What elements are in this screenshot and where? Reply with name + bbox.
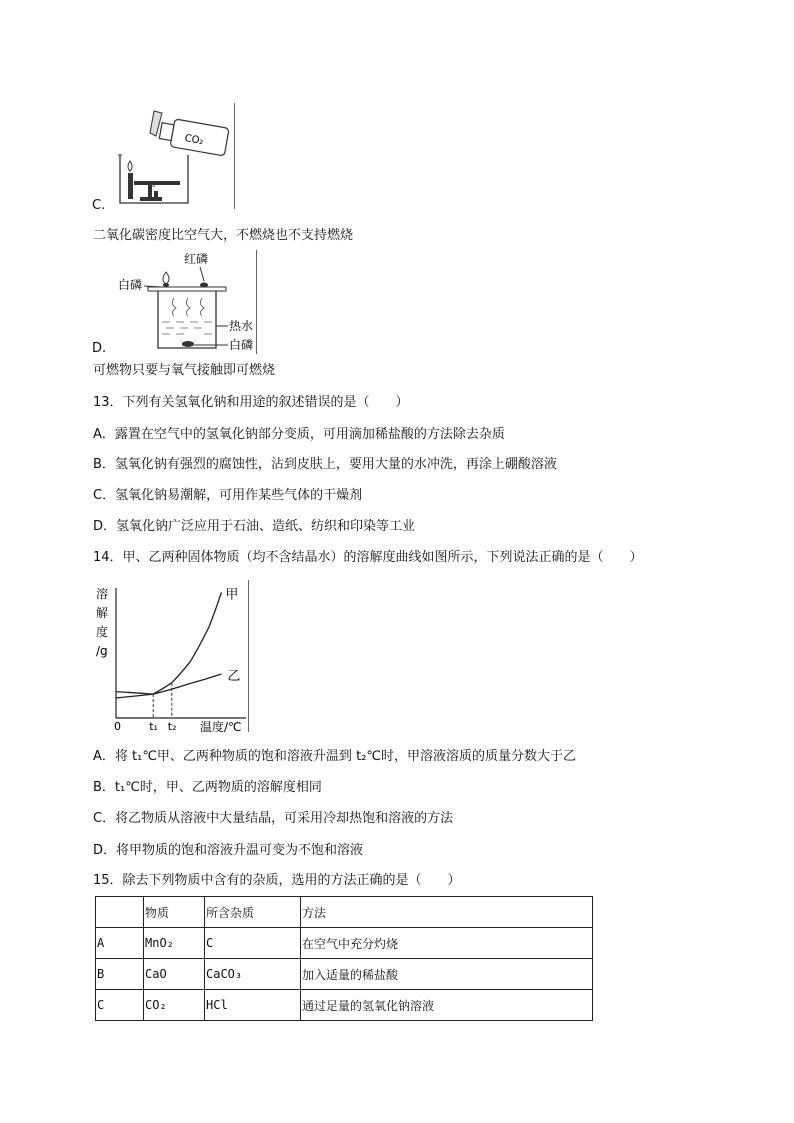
q14-stem: 14．甲、乙两种固体物质（均不含结晶水）的溶解度曲线如图所示，下列说法正确的是（ ） [93,550,643,565]
q13-stem: 13．下列有关氢氧化钠和用途的叙述错误的是（ ） [93,395,409,410]
q13-option-d: D．氢氧化钠广泛应用于石油、造纸、纺织和印染等工业 [93,519,416,534]
x-tick-label: t₂ [167,720,177,732]
option-d-letter: D. [92,341,107,356]
table-header-cell [96,897,144,928]
table-header-cell: 方法 [301,897,593,928]
y-axis-label: 溶 [96,587,109,601]
q13-option-c: C．氢氧化钠易潮解，可用作某些气体的干燥剂 [93,488,363,503]
q13-option-b: B．氢氧化钠有强烈的腐蚀性，沾到皮肤上，要用大量的水冲洗，再涂上硼酸溶液 [93,457,557,472]
figure-phosphorus-combustion [118,250,257,354]
q13-option-a: A．露置在空气中的氢氧化钠部分变质，可用滴加稀盐酸的方法除去杂质 [93,427,505,442]
label-white-phosphorus-bottom: 白磷 [229,338,254,352]
table-header-cell: 所含杂质 [205,897,301,928]
q14-option-c: C．将乙物质从溶液中大量结晶，可采用冷却热饱和溶液的方法 [93,811,454,826]
x-tick-label: t₁ [149,720,158,732]
table-cell: CO₂ [144,990,205,1021]
table-cell: C [205,928,301,959]
table-cell: MnO₂ [144,928,205,959]
y-axis-label: 度 [96,625,109,639]
y-axis-label: /g [96,644,108,658]
solubility-chart-svg [94,580,248,732]
table-cell: A [96,928,144,959]
table-row [96,990,593,1021]
label-hot-water: 热水 [229,319,254,333]
q14-option-a: A．将 t₁℃甲、乙两种物质的饱和溶液升温到 t₂℃时，甲溶液溶质的质量分数大于乙 [93,749,576,764]
table-row [96,959,593,990]
table-cell: B [96,959,144,990]
table-cell: 加入适量的稀盐酸 [301,959,593,990]
table-cell: 通过足量的氢氧化钠溶液 [301,990,593,1021]
table-cell: CaO [144,959,205,990]
option-d-caption: 可燃物只要与氧气接触即可燃烧 [93,363,276,378]
solubility-chart [94,580,249,732]
option-c-caption: 二氧化碳密度比空气大，不燃烧也不支持燃烧 [93,228,354,243]
q15-table [95,896,593,1021]
y-axis-label: 解 [96,606,109,620]
q14-option-b: B．t₁℃时，甲、乙两物质的溶解度相同 [93,780,322,795]
q14-option-d: D．将甲物质的饱和溶液升温可变为不饱和溶液 [93,843,364,858]
co2-apparatus-drawing [118,103,234,209]
co2-label: CO₂ [183,132,205,148]
series-label: 甲 [225,587,239,603]
svg-text:s: s [152,182,156,189]
table-cell: C [96,990,144,1021]
series-line-yi [116,674,221,698]
q15-stem: 15．除去下列物质中含有的杂质，选用的方法正确的是（ ） [93,873,461,888]
label-white-phosphorus-top: 白磷 [118,278,143,292]
x-axis-label: 温度/℃ [200,720,242,732]
table-header-row [96,897,593,928]
series-label: 乙 [227,669,241,684]
table-cell: HCl [205,990,301,1021]
origin-label: 0 [114,720,121,732]
table-cell: 在空气中充分灼烧 [301,928,593,959]
table-cell: CaCO₃ [205,959,301,990]
label-red-phosphorus: 红磷 [184,252,209,266]
table-row [96,928,593,959]
figure-co2-candles [118,103,235,209]
phosphorus-apparatus-drawing [118,250,256,354]
option-c-letter: C. [92,198,106,213]
table-header-cell: 物质 [144,897,205,928]
